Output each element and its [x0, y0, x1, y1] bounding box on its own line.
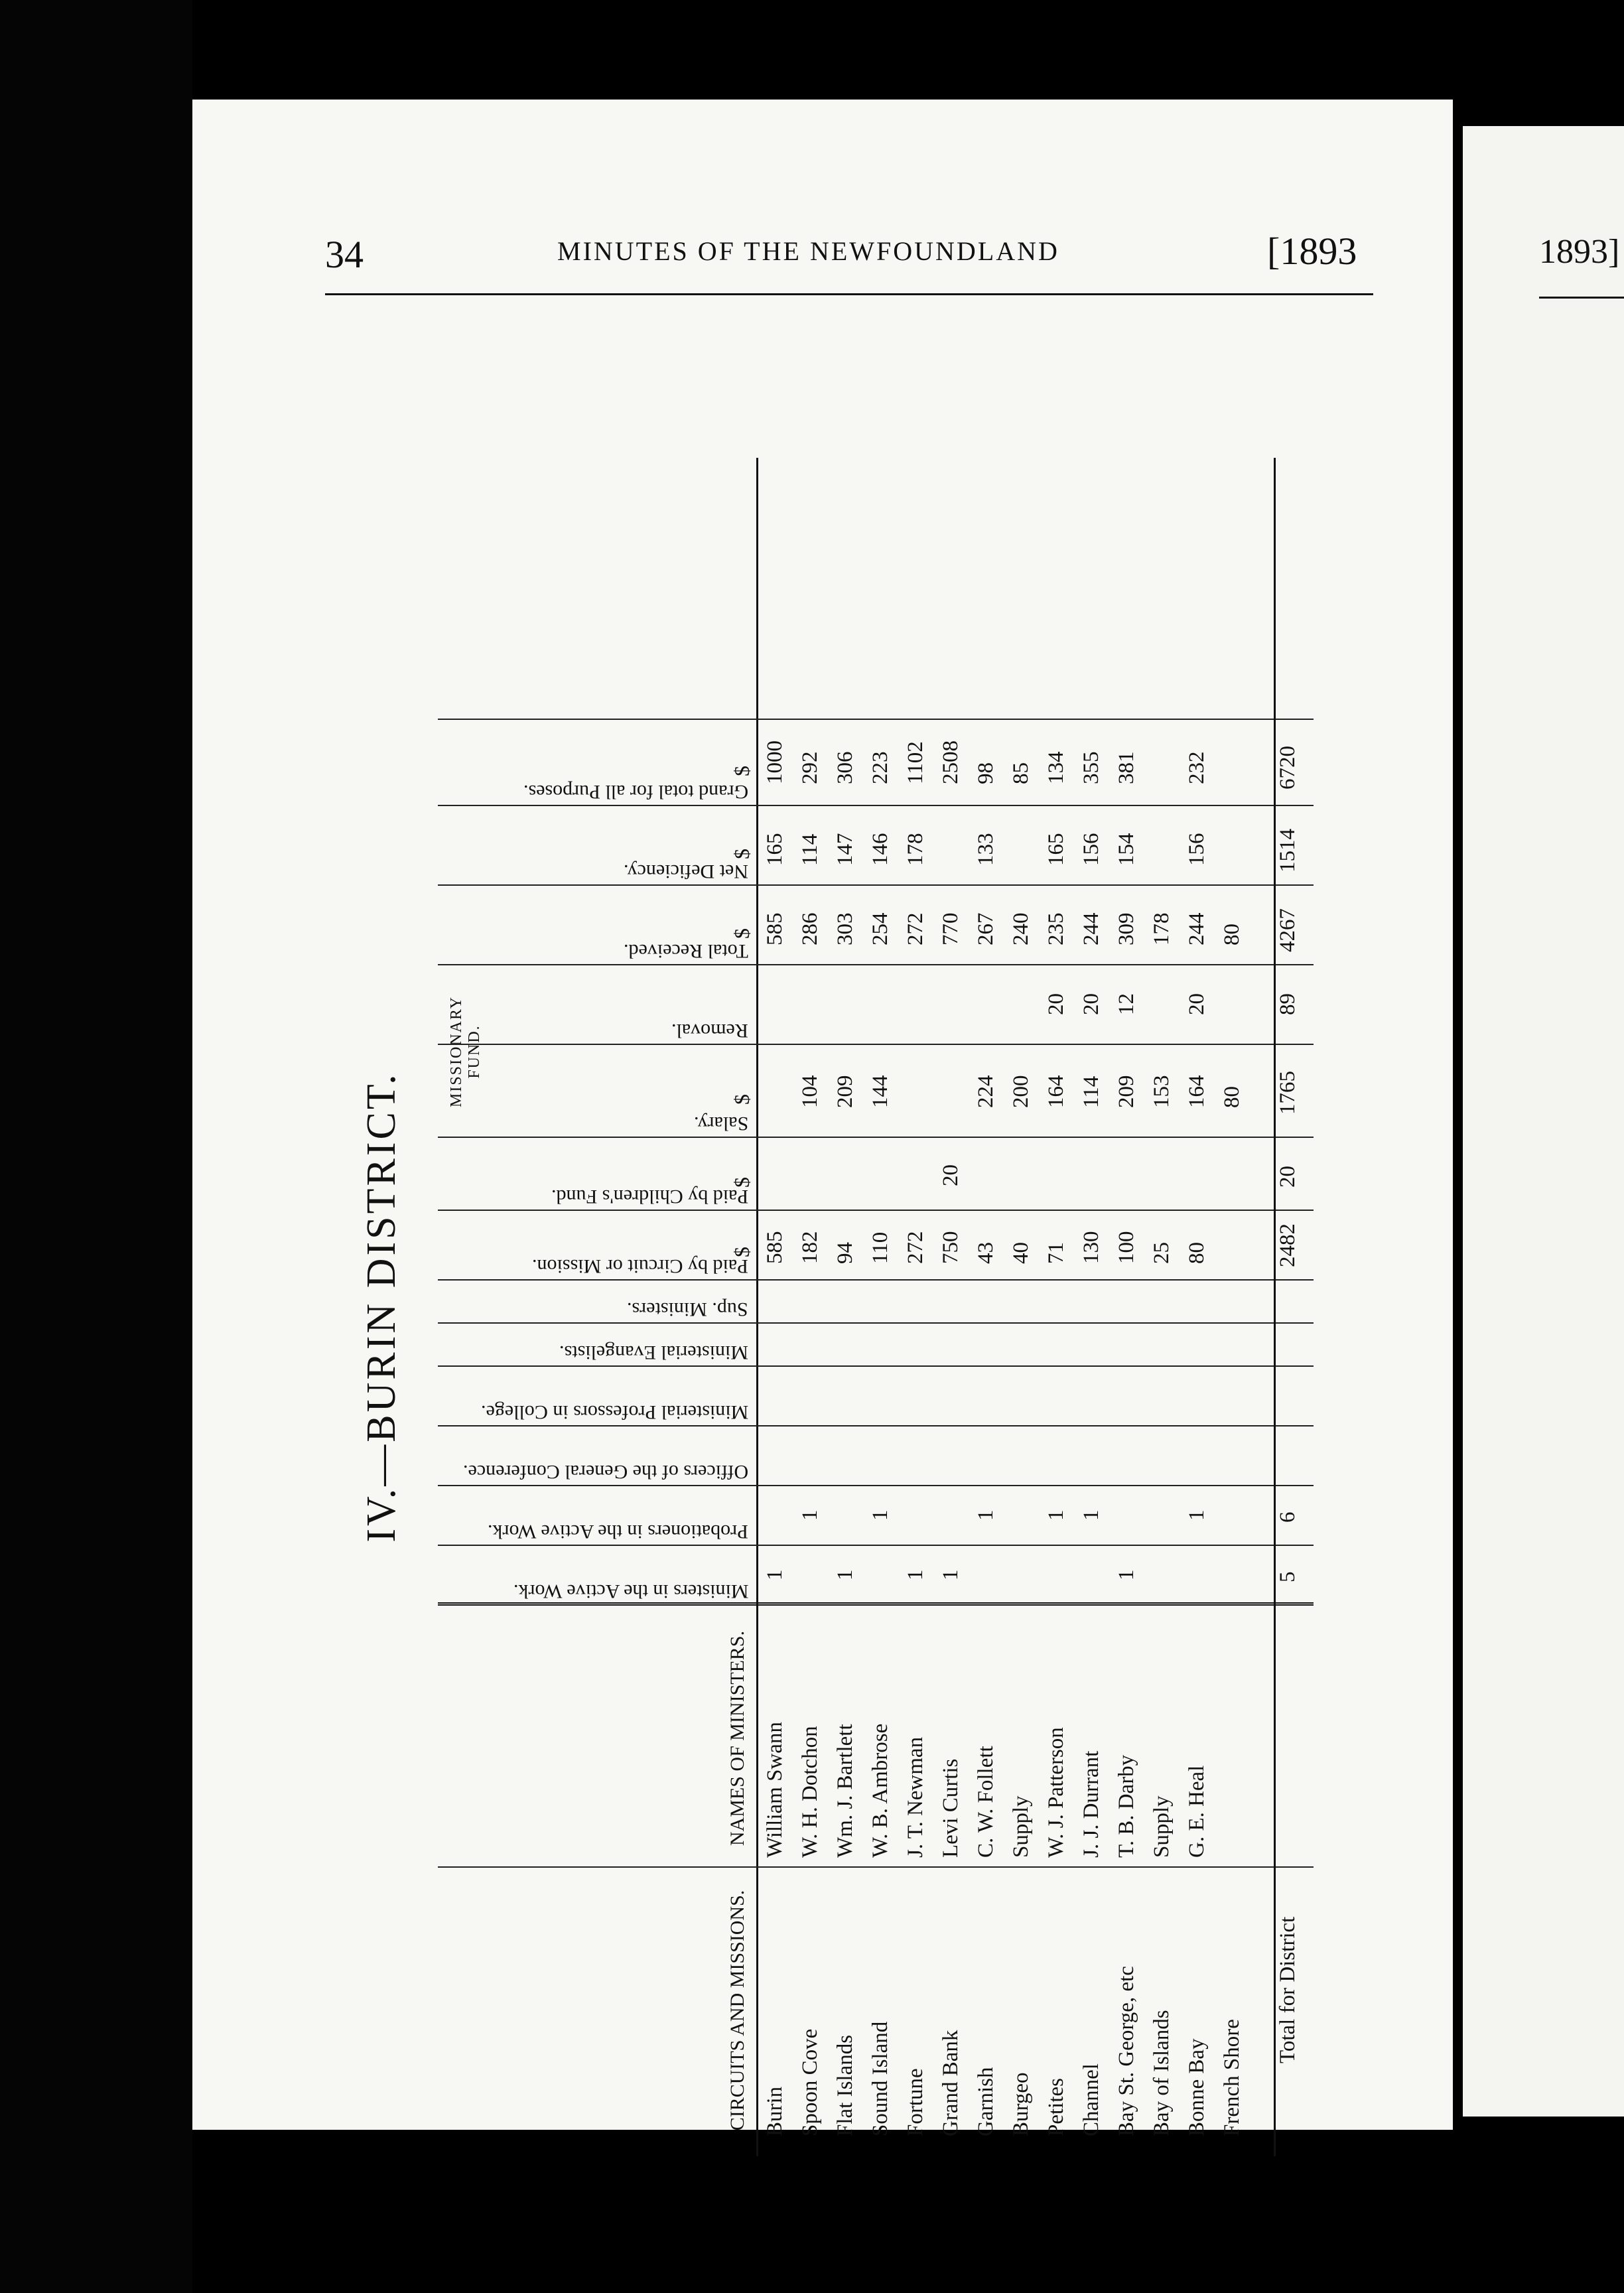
header-grand-total: Grand total for all Purposes. [523, 781, 748, 803]
ministers-count: 1 [904, 1569, 927, 1580]
dollar-sign: $ [730, 849, 754, 859]
facing-page-rule [1539, 297, 1624, 299]
minister-name: T. B. Darby [1115, 1754, 1138, 1858]
table-row [868, 458, 904, 2156]
table-row [1150, 458, 1185, 2156]
total-received: 309 [1115, 912, 1138, 945]
paid-by-circuit: 130 [1079, 1231, 1103, 1264]
paid-by-circuit: 100 [1115, 1231, 1138, 1264]
header-salary: Salary. [693, 1113, 748, 1135]
circuit-name: Spoon Cove [798, 2028, 822, 2136]
removal: 12 [1115, 993, 1138, 1015]
removal: 20 [1044, 993, 1068, 1015]
paid-by-circuit: 585 [763, 1231, 787, 1264]
total-probationers: 6 [1276, 1511, 1300, 1523]
circuit-name: Grand Bank [939, 2030, 963, 2136]
minister-name: G. E. Heal [1185, 1765, 1209, 1858]
header-paid-by-children: Paid by Children's Fund. [551, 1186, 748, 1208]
circuit-name: Fortune [904, 2068, 927, 2136]
header-circuits: CIRCUITS AND MISSIONS. [726, 1890, 748, 2131]
paid-by-circuit: 40 [1009, 1242, 1033, 1264]
net-deficiency: 156 [1185, 833, 1209, 866]
header-professors: Ministerial Professors in College. [480, 1401, 748, 1423]
grand-total: 1102 [904, 741, 927, 784]
circuit-name: Bonne Bay [1185, 2038, 1209, 2136]
total-received: 770 [939, 912, 963, 945]
header-removal: Removal. [671, 1020, 748, 1042]
total-paid-circuit: 2482 [1276, 1223, 1300, 1267]
net-deficiency: 156 [1079, 833, 1103, 866]
total-received: 235 [1044, 912, 1068, 945]
removal: 20 [1185, 993, 1209, 1015]
table-row [974, 458, 1009, 2156]
table-row [1115, 458, 1150, 2156]
dollar-sign: $ [730, 928, 754, 939]
salary: 104 [798, 1075, 822, 1108]
page-number: 34 [325, 233, 364, 276]
paid-by-circuit: 25 [1150, 1242, 1174, 1264]
minister-name: Supply [1150, 1795, 1174, 1858]
paid-by-circuit: 272 [904, 1231, 927, 1264]
dollar-sign: $ [730, 1094, 754, 1105]
header-paid-by-circuit: Paid by Circuit or Mission. [532, 1255, 748, 1277]
salary: 224 [974, 1075, 998, 1108]
table-row [1185, 458, 1220, 2156]
minister-name: William Swann [763, 1722, 787, 1858]
salary: 153 [1150, 1075, 1174, 1108]
facing-page-year: 1893] [1539, 233, 1620, 271]
minister-name: Levi Curtis [939, 1758, 963, 1858]
minister-name: C. W. Follett [974, 1746, 998, 1858]
net-deficiency: 146 [868, 833, 892, 866]
grand-total: 292 [798, 751, 822, 784]
salary: 114 [1079, 1076, 1103, 1108]
salary: 200 [1009, 1075, 1033, 1108]
minister-name: W. B. Ambrose [868, 1723, 892, 1858]
minister-name: Wm. J. Bartlett [833, 1724, 857, 1858]
dollar-sign: $ [730, 1247, 754, 1257]
circuit-name: Flat Islands [833, 2034, 857, 2136]
table-row [833, 458, 868, 2156]
table-row [904, 458, 939, 2156]
header-rule [325, 293, 1373, 295]
total-received: 240 [1009, 912, 1033, 945]
grand-total: 134 [1044, 751, 1068, 784]
removal: 20 [1079, 993, 1103, 1015]
circuit-name: Garnish [974, 2067, 998, 2136]
net-deficiency: 147 [833, 833, 857, 866]
total-paid-children: 20 [1276, 1166, 1300, 1188]
page-year: [1893 [1267, 230, 1357, 273]
salary: 144 [868, 1075, 892, 1108]
total-received: 178 [1150, 912, 1174, 945]
total-received: 4267 [1276, 908, 1300, 952]
total-received: 254 [868, 912, 892, 945]
total-received: 585 [763, 912, 787, 945]
table-row [763, 458, 798, 2156]
circuit-name: Sound Island [868, 2021, 892, 2136]
circuit-name: French Shore [1220, 2019, 1244, 2136]
table-header [438, 458, 758, 2156]
probationers-count: 1 [1185, 1509, 1209, 1521]
paid-by-circuit: 80 [1185, 1242, 1209, 1264]
total-received: 267 [974, 912, 998, 945]
total-ministers: 5 [1276, 1571, 1300, 1582]
salary: 209 [833, 1075, 857, 1108]
header-ministers-active: Ministers in the Active Work. [513, 1580, 748, 1602]
total-received: 244 [1185, 912, 1209, 945]
minister-name: Supply [1009, 1795, 1033, 1858]
ministers-count: 1 [763, 1569, 787, 1580]
table-row [1009, 458, 1044, 2156]
header-officers: Officers of the General Conference. [462, 1461, 748, 1483]
dollar-sign: $ [730, 1177, 754, 1188]
ministers-count: 1 [939, 1569, 963, 1580]
paid-by-circuit: 43 [974, 1242, 998, 1264]
salary: 80 [1220, 1086, 1244, 1108]
header-net-deficiency: Net Deficiency. [624, 861, 748, 882]
net-deficiency: 154 [1115, 833, 1138, 866]
grand-total: 85 [1009, 762, 1033, 784]
table-row [939, 458, 974, 2156]
net-deficiency: 165 [1044, 833, 1068, 866]
total-received: 244 [1079, 912, 1103, 945]
net-deficiency: 165 [763, 833, 787, 866]
total-received: 286 [798, 912, 822, 945]
scan-border [0, 0, 192, 2293]
salary: 209 [1115, 1075, 1138, 1108]
dollar-sign: $ [730, 766, 754, 776]
book-page [192, 100, 1453, 2136]
circuit-name: Burin [763, 2086, 787, 2136]
total-salary: 1765 [1276, 1071, 1300, 1115]
total-deficiency: 1514 [1276, 829, 1300, 872]
missionary-fund-label: MISSIONARY FUND. [448, 995, 483, 1108]
ministers-count: 1 [1115, 1569, 1138, 1580]
minister-name: J. T. Newman [904, 1736, 927, 1858]
circuit-name: Channel [1079, 2063, 1103, 2136]
table-row [1220, 458, 1255, 2156]
header-evangelists: Ministerial Evangelists. [559, 1342, 748, 1363]
district-title: IV.—BURIN DISTRICT. [359, 1072, 404, 1543]
grand-total: 223 [868, 751, 892, 784]
table-row [1079, 458, 1115, 2156]
minister-name: W. H. Dotchon [798, 1726, 822, 1858]
table-row [798, 458, 833, 2156]
grand-total: 232 [1185, 751, 1209, 784]
ministers-count: 1 [833, 1569, 857, 1580]
net-deficiency: 178 [904, 833, 927, 866]
circuit-name: Petites [1044, 2078, 1068, 2136]
paid-by-circuit: 750 [939, 1231, 963, 1264]
grand-total: 306 [833, 751, 857, 784]
probationers-count: 1 [974, 1509, 998, 1521]
circuit-name: Bay of Islands [1150, 2010, 1174, 2136]
header-names: NAMES OF MINISTERS. [726, 1630, 748, 1846]
net-deficiency: 114 [798, 833, 822, 866]
header-probationers-active: Probationers in the Active Work. [488, 1521, 748, 1543]
salary: 164 [1185, 1075, 1209, 1108]
circuit-name: Bay St. George, etc [1115, 1966, 1138, 2136]
rotated-table [358, 458, 1320, 2156]
table-row [1044, 458, 1079, 2156]
probationers-count: 1 [798, 1509, 822, 1521]
total-grand: 6720 [1276, 746, 1300, 790]
header-sup-ministers: Sup. Ministers. [627, 1298, 748, 1320]
grand-total: 2508 [939, 740, 963, 784]
minister-name: W. J. Patterson [1044, 1727, 1068, 1858]
minister-name: J. J. Durrant [1079, 1750, 1103, 1858]
grand-total: 1000 [763, 740, 787, 784]
total-received: 80 [1220, 924, 1244, 945]
net-deficiency: 133 [974, 833, 998, 866]
probationers-count: 1 [1044, 1509, 1068, 1521]
paid-by-circuit: 110 [868, 1231, 892, 1264]
grand-total: 381 [1115, 751, 1138, 784]
paid-by-circuit: 182 [798, 1231, 822, 1264]
grand-total: 355 [1079, 751, 1103, 784]
running-head: MINUTES OF THE NEWFOUNDLAND [557, 236, 1059, 266]
probationers-count: 1 [868, 1509, 892, 1521]
paid-by-circuit: 94 [833, 1242, 857, 1264]
paid-by-children: 20 [939, 1164, 963, 1186]
circuit-name: Burgeo [1009, 2072, 1033, 2136]
total-label: Total for District [1276, 1916, 1300, 2063]
facing-page [1463, 126, 1624, 2117]
header-total-received: Total Received. [624, 940, 748, 962]
probationers-count: 1 [1079, 1509, 1103, 1521]
total-row [1274, 458, 1300, 2156]
salary: 164 [1044, 1075, 1068, 1108]
grand-total: 98 [974, 762, 998, 784]
total-received: 272 [904, 912, 927, 945]
paid-by-circuit: 71 [1044, 1242, 1068, 1264]
total-received: 303 [833, 912, 857, 945]
total-removal: 89 [1276, 993, 1300, 1015]
